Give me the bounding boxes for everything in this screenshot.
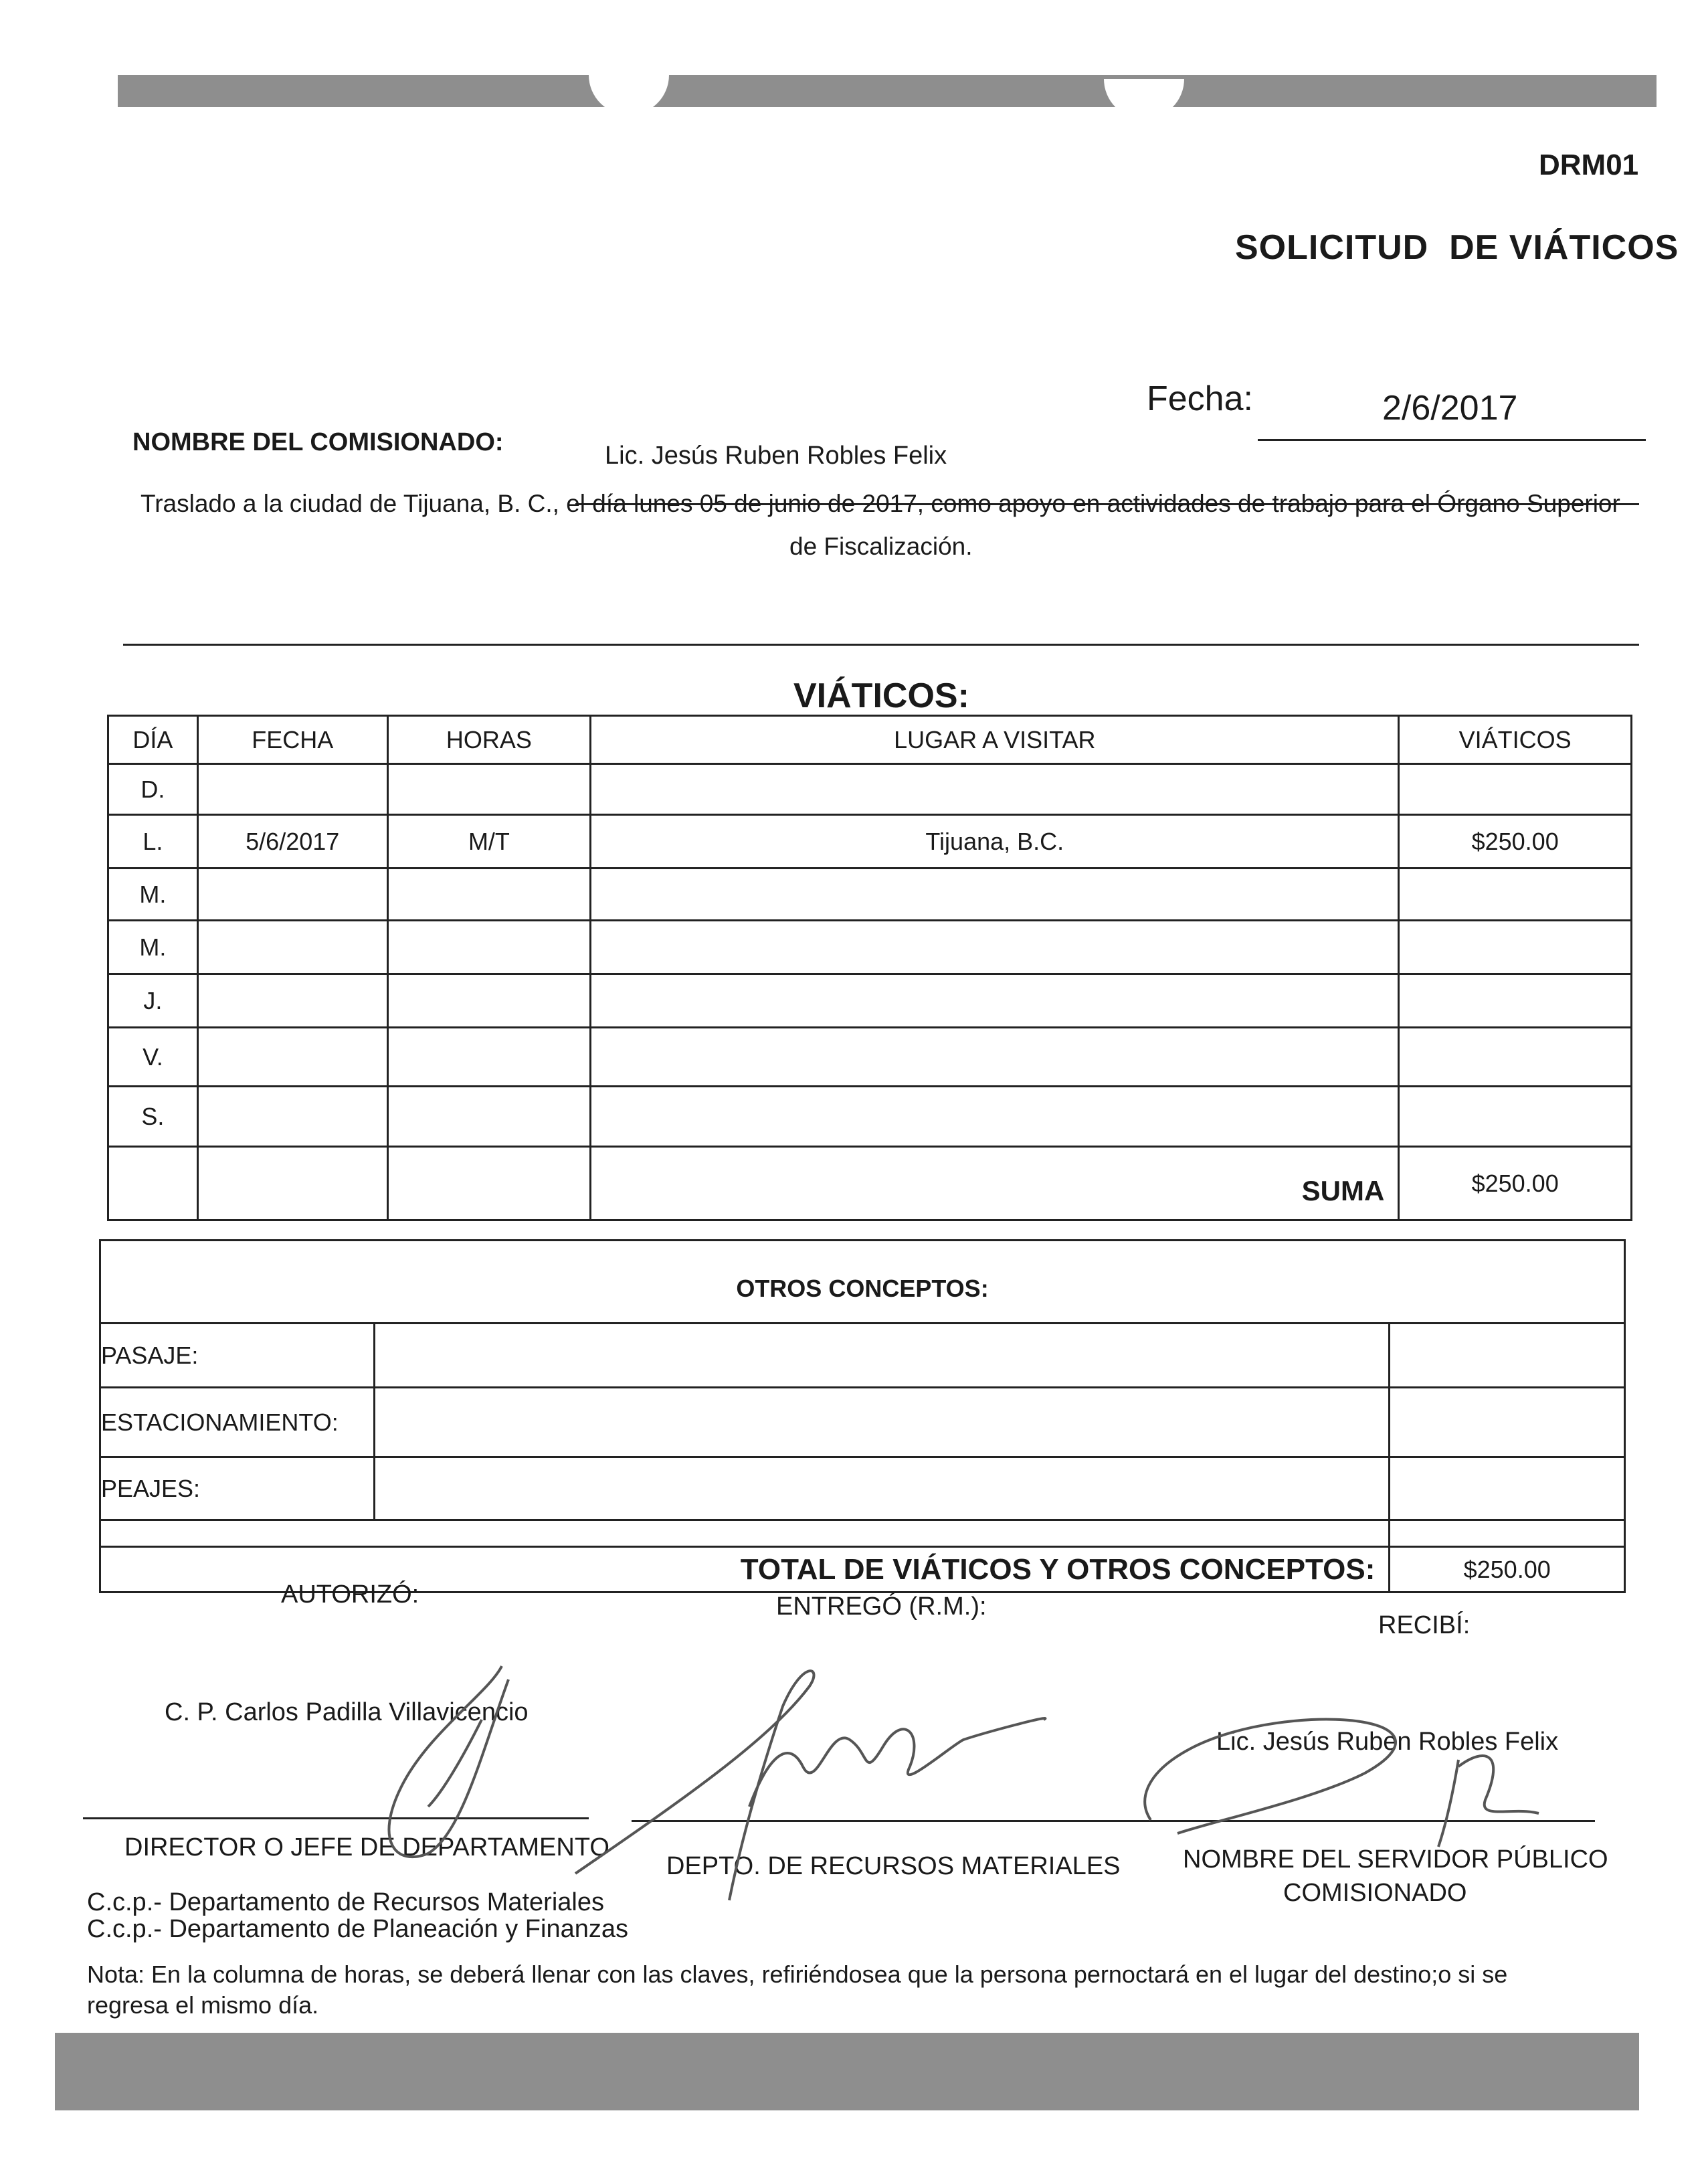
cell-horas	[387, 1087, 591, 1147]
cell-fecha	[197, 1087, 387, 1147]
descripcion-line2: de Fiscalización.	[789, 533, 973, 560]
cell-empty	[387, 1147, 591, 1220]
cell-horas: M/T	[387, 815, 591, 869]
cell-lugar	[591, 974, 1399, 1028]
cell-dia: S.	[108, 1087, 198, 1147]
punch-hole-left	[589, 75, 669, 115]
entrego-signature	[549, 1633, 1057, 1914]
autorizo-label: AUTORIZÓ:	[281, 1580, 419, 1609]
cell-horas	[387, 1028, 591, 1087]
cell-empty	[108, 1147, 198, 1220]
viaticos-title: VIÁTICOS:	[793, 676, 969, 715]
fecha-underline	[1258, 439, 1646, 441]
pasaje-desc	[374, 1324, 1389, 1388]
peajes-row	[100, 1457, 1625, 1520]
cell-horas	[387, 921, 591, 974]
form-title: SOLICITUD DE VIÁTICOS	[1235, 228, 1679, 267]
spacer-row	[100, 1520, 1625, 1547]
total-value: $250.00	[1390, 1547, 1625, 1592]
recibi-signature	[1111, 1700, 1566, 1874]
table-row	[108, 1028, 1632, 1087]
recibi-role-line1: NOMBRE DEL SERVIDOR PÚBLICO	[1183, 1845, 1608, 1874]
cell-fecha	[197, 869, 387, 921]
total-label: TOTAL DE VIÁTICOS Y OTROS CONCEPTOS:	[100, 1547, 1390, 1592]
cell-lugar	[591, 1028, 1399, 1087]
suma-row	[108, 1147, 1632, 1220]
estacionamiento-row	[100, 1388, 1625, 1457]
pasaje-amount	[1390, 1324, 1625, 1388]
col-header-dia: DÍA	[108, 716, 198, 764]
cell-dia: L.	[108, 815, 198, 869]
cell-dia: V.	[108, 1028, 198, 1087]
otros-conceptos-table	[99, 1239, 1626, 1593]
table-row	[108, 815, 1632, 869]
viaticos-table	[107, 715, 1632, 1221]
suma-value: $250.00	[1399, 1147, 1632, 1220]
table-row	[108, 1087, 1632, 1147]
otros-title: OTROS CONCEPTOS:	[100, 1241, 1625, 1324]
col-header-viaticos: VIÁTICOS	[1399, 716, 1632, 764]
cell-dia: D.	[108, 764, 198, 815]
cell-fecha: 5/6/2017	[197, 815, 387, 869]
cell-viaticos	[1399, 1028, 1632, 1087]
nota-line2: regresa el mismo día.	[87, 1991, 319, 2019]
cell-lugar	[591, 1087, 1399, 1147]
ccp-line2: C.c.p.- Departamento de Planeación y Finanzas	[87, 1915, 628, 1943]
recibi-name: Lic. Jesús Ruben Robles Felix	[1216, 1728, 1559, 1756]
col-header-lugar: LUGAR A VISITAR	[591, 716, 1399, 764]
descripcion-line1: Traslado a la ciudad de Tijuana, B. C., el día lunes 05 de junio de 2017, como apoyo en actividades de trabajo para el Órgano Superior	[140, 490, 1620, 517]
cell-empty	[197, 1147, 387, 1220]
col-header-horas: HORAS	[387, 716, 591, 764]
fecha-value: 2/6/2017	[1382, 389, 1518, 428]
cell-horas	[387, 974, 591, 1028]
cell-fecha	[197, 1028, 387, 1087]
comisionado-label: NOMBRE DEL COMISIONADO:	[132, 428, 504, 456]
table-row	[108, 764, 1632, 815]
table-row	[108, 974, 1632, 1028]
estacionamiento-desc	[374, 1388, 1389, 1457]
bottom-footer-bar	[55, 2033, 1639, 2110]
cell-horas	[387, 869, 591, 921]
cell-lugar: Tijuana, B.C.	[591, 815, 1399, 869]
recibi-label: RECIBÍ:	[1378, 1611, 1471, 1639]
spacer-cell	[100, 1520, 1390, 1547]
entrego-role: DEPTO. DE RECURSOS MATERIALES	[666, 1852, 1121, 1880]
nota-line1: Nota: En la columna de horas, se deberá llenar con las claves, refiriéndosea que la persona pernoctará en el lugar del destino;o si se	[87, 1961, 1508, 1988]
estacionamiento-amount	[1390, 1388, 1625, 1457]
otros-title-row	[100, 1241, 1625, 1324]
table-row	[108, 869, 1632, 921]
pasaje-row	[100, 1324, 1625, 1388]
cell-viaticos	[1399, 764, 1632, 815]
autorizo-signature	[348, 1653, 549, 1874]
cell-viaticos	[1399, 869, 1632, 921]
peajes-label: PEAJES:	[100, 1457, 375, 1520]
cell-dia: J.	[108, 974, 198, 1028]
cell-fecha	[197, 921, 387, 974]
autorizo-name: C. P. Carlos Padilla Villavicencio	[165, 1698, 529, 1726]
cell-lugar	[591, 869, 1399, 921]
cell-dia: M.	[108, 869, 198, 921]
cell-dia: M.	[108, 921, 198, 974]
cell-viaticos	[1399, 921, 1632, 974]
cell-viaticos	[1399, 1087, 1632, 1147]
peajes-amount	[1390, 1457, 1625, 1520]
comisionado-value: Lic. Jesús Ruben Robles Felix	[605, 442, 947, 470]
viaticos-header-row	[108, 716, 1632, 764]
suma-label: SUMA	[591, 1147, 1399, 1220]
table-row	[108, 921, 1632, 974]
top-header-bar	[118, 75, 1657, 107]
fecha-label: Fecha:	[1147, 379, 1253, 418]
punch-hole-right	[1104, 79, 1184, 119]
col-header-fecha: FECHA	[197, 716, 387, 764]
cell-horas	[387, 764, 591, 815]
ccp-line1: C.c.p.- Departamento de Recursos Materiales	[87, 1888, 604, 1916]
cell-fecha	[197, 764, 387, 815]
cell-viaticos: $250.00	[1399, 815, 1632, 869]
cell-viaticos	[1399, 974, 1632, 1028]
cell-fecha	[197, 974, 387, 1028]
spacer-amount	[1390, 1520, 1625, 1547]
entrego-label: ENTREGÓ (R.M.):	[776, 1592, 987, 1621]
cell-lugar	[591, 921, 1399, 974]
cell-lugar	[591, 764, 1399, 815]
form-code: DRM01	[1539, 149, 1639, 181]
pasaje-label: PASAJE:	[100, 1324, 375, 1388]
recibi-role-line2: COMISIONADO	[1283, 1879, 1467, 1907]
separator-line	[123, 644, 1639, 646]
estacionamiento-label: ESTACIONAMIENTO:	[100, 1388, 375, 1457]
peajes-desc	[374, 1457, 1389, 1520]
autorizo-role: DIRECTOR O JEFE DE DEPARTAMENTO	[124, 1833, 609, 1861]
